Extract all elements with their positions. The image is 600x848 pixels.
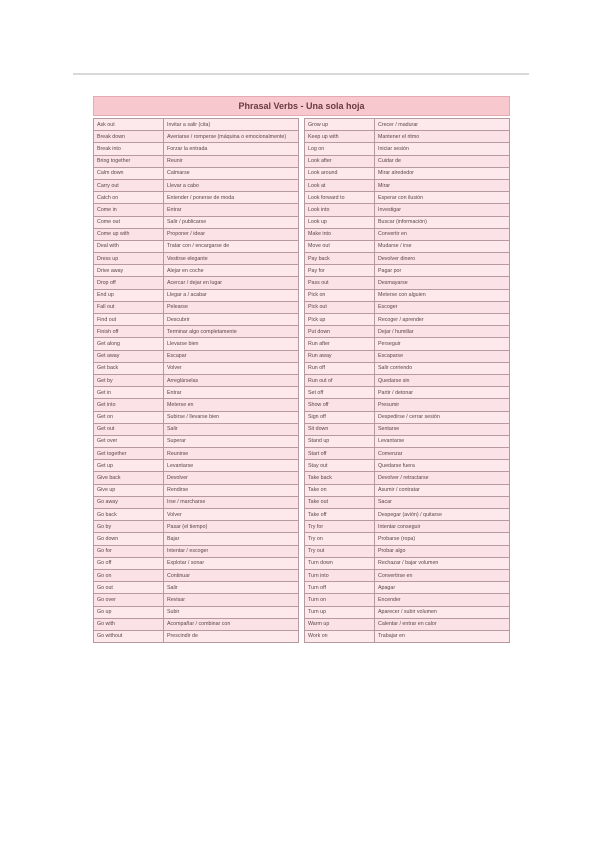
table-row [305,277,510,289]
meaning-cell: Aparecer / subir volumen [375,606,510,618]
meaning-cell: Sacar [375,496,510,508]
table-row [94,240,299,252]
meaning-cell: Vestirse elegante [164,253,299,265]
meaning-cell: Escoger [375,301,510,313]
table-row [94,253,299,265]
table-row [305,387,510,399]
verb-cell: Come in [94,204,164,216]
meaning-cell: Asumir / contratar [375,484,510,496]
table-row [305,399,510,411]
meaning-cell: Intentar / escoger [164,545,299,557]
meaning-cell: Mantener el ritmo [375,131,510,143]
top-divider [73,73,529,75]
verb-cell: Look at [305,179,375,191]
verb-cell: Go up [94,606,164,618]
meaning-cell: Escapar [164,350,299,362]
meaning-cell: Alejar en coche [164,265,299,277]
table-row [305,594,510,606]
meaning-cell: Irse / marcharse [164,496,299,508]
meaning-cell: Sentarse [375,423,510,435]
verb-cell: Keep up with [305,131,375,143]
meaning-cell: Llevarse bien [164,338,299,350]
verb-cell: Ask out [94,119,164,131]
meaning-cell: Apagar [375,582,510,594]
meaning-cell: Devolver [164,472,299,484]
table-row [94,557,299,569]
verb-cell: Turn on [305,594,375,606]
meaning-cell: Llegar a / acabar [164,289,299,301]
table-row [305,143,510,155]
table-row [305,314,510,326]
meaning-cell: Reunir [164,155,299,167]
meaning-cell: Mudarse / irse [375,240,510,252]
meaning-cell: Intentar conseguir [375,521,510,533]
table-row [94,460,299,472]
meaning-cell: Encender [375,594,510,606]
meaning-cell: Devolver dinero [375,253,510,265]
verb-cell: Stay out [305,460,375,472]
verb-cell: Look into [305,204,375,216]
verb-cell: Look up [305,216,375,228]
table-row [94,423,299,435]
verb-cell: Turn off [305,582,375,594]
verb-cell: Log on [305,143,375,155]
table-row [305,289,510,301]
table-row [305,119,510,131]
table-row [305,131,510,143]
verb-cell: Go for [94,545,164,557]
meaning-cell: Arreglárselas [164,374,299,386]
verb-cell: Move out [305,240,375,252]
meaning-cell: Despegar (avión) / quitarse [375,509,510,521]
meaning-cell: Calentar / entrar en calor [375,618,510,630]
verb-cell: Dress up [94,253,164,265]
table-row [94,545,299,557]
meaning-cell: Convertirse en [375,569,510,581]
table-row [94,606,299,618]
table-row [94,533,299,545]
meaning-cell: Acercar / dejar en lugar [164,277,299,289]
table-row [305,362,510,374]
meaning-cell: Recoger / aprender [375,314,510,326]
verb-cell: Work on [305,630,375,642]
table-row [305,265,510,277]
meaning-cell: Devolver / retractarse [375,472,510,484]
meaning-cell: Probar algo [375,545,510,557]
verb-cell: Drop off [94,277,164,289]
table-row [305,326,510,338]
left-verbs-table [93,118,299,643]
meaning-cell: Convertir en [375,228,510,240]
table-row [94,582,299,594]
meaning-cell: Meterse en [164,399,299,411]
verb-cell: Make into [305,228,375,240]
verb-cell: Get in [94,387,164,399]
verb-cell: Try on [305,533,375,545]
verb-cell: Go down [94,533,164,545]
verb-cell: Get over [94,435,164,447]
verb-cell: Go out [94,582,164,594]
table-row [94,350,299,362]
meaning-cell: Salir / publicarse [164,216,299,228]
table-row [305,167,510,179]
verb-cell: Set off [305,387,375,399]
meaning-cell: Llevar a cabo [164,179,299,191]
meaning-cell: Levantarse [164,460,299,472]
meaning-cell: Continuar [164,569,299,581]
table-row [94,496,299,508]
verb-cell: Run off [305,362,375,374]
verb-cell: Break into [94,143,164,155]
verb-cell: Find out [94,314,164,326]
phrasal-verbs-sheet [93,96,510,643]
meaning-cell: Buscar (información) [375,216,510,228]
table-row [305,350,510,362]
meaning-cell: Escaparse [375,350,510,362]
meaning-cell: Entender / ponerse de moda [164,192,299,204]
meaning-cell: Rechazar / bajar volumen [375,557,510,569]
right-verbs-table [304,118,510,643]
meaning-cell: Pagar por [375,265,510,277]
table-row [94,509,299,521]
verb-cell: Pick on [305,289,375,301]
verb-cell: Get by [94,374,164,386]
verb-cell: Run after [305,338,375,350]
meaning-cell: Probarse (ropa) [375,533,510,545]
verb-cell: Carry out [94,179,164,191]
verb-cell: Break down [94,131,164,143]
meaning-cell: Quedarse sin [375,374,510,386]
table-row [94,387,299,399]
verb-cell: Go back [94,509,164,521]
verb-cell: Get up [94,460,164,472]
verb-cell: Get on [94,411,164,423]
table-row [305,179,510,191]
table-row [94,362,299,374]
verb-cell: Grow up [305,119,375,131]
table-row [305,216,510,228]
verb-cell: Come up with [94,228,164,240]
verb-cell: Get together [94,448,164,460]
table-row [94,265,299,277]
verb-cell: Pay for [305,265,375,277]
meaning-cell: Desmayarse [375,277,510,289]
sheet-title: Phrasal Verbs - Una sola hoja [93,96,510,116]
verb-cell: Show off [305,399,375,411]
verb-cell: Turn into [305,569,375,581]
meaning-cell: Trabajar en [375,630,510,642]
table-row [94,301,299,313]
table-row [94,179,299,191]
table-row [94,448,299,460]
meaning-cell: Terminar algo completamente [164,326,299,338]
verb-cell: Try for [305,521,375,533]
meaning-cell: Subirse / llevarse bien [164,411,299,423]
meaning-cell: Despedirse / cerrar sesión [375,411,510,423]
verb-cell: Give up [94,484,164,496]
table-row [94,167,299,179]
table-row [305,240,510,252]
verb-cell: Go off [94,557,164,569]
table-row [305,606,510,618]
verb-cell: Go without [94,630,164,642]
meaning-cell: Crecer / madurar [375,119,510,131]
verb-cell: Bring together [94,155,164,167]
table-row [94,435,299,447]
meaning-cell: Levantarse [375,435,510,447]
table-row [94,411,299,423]
verb-cell: End up [94,289,164,301]
verb-cell: Fall out [94,301,164,313]
table-row [305,569,510,581]
verb-cell: Give back [94,472,164,484]
table-row [94,131,299,143]
meaning-cell: Bajar [164,533,299,545]
table-row [305,557,510,569]
meaning-cell: Tratar con / encargarse de [164,240,299,252]
verb-cell: Go away [94,496,164,508]
verb-cell: Warm up [305,618,375,630]
verb-cell: Stand up [305,435,375,447]
verb-cell: Look around [305,167,375,179]
table-row [305,545,510,557]
meaning-cell: Salir corriendo [375,362,510,374]
verb-cell: Take off [305,509,375,521]
verb-cell: Get away [94,350,164,362]
verb-cell: Go by [94,521,164,533]
verb-cell: Try out [305,545,375,557]
verb-cell: Deal with [94,240,164,252]
meaning-cell: Rendirse [164,484,299,496]
meaning-cell: Salir [164,582,299,594]
verb-cell: Get back [94,362,164,374]
meaning-cell: Reunirse [164,448,299,460]
table-row [94,216,299,228]
table-row [94,314,299,326]
table-row [94,192,299,204]
table-row [94,228,299,240]
meaning-cell: Investigar [375,204,510,216]
verb-cell: Get into [94,399,164,411]
table-row [94,119,299,131]
table-row [305,496,510,508]
verb-cell: Put down [305,326,375,338]
meaning-cell: Averiarse / romperse (máquina o emocionalmente) [164,131,299,143]
table-row [305,338,510,350]
table-row [305,618,510,630]
table-row [94,594,299,606]
meaning-cell: Perseguir [375,338,510,350]
table-row [94,472,299,484]
verb-cell: Drive away [94,265,164,277]
table-row [305,301,510,313]
meaning-cell: Presumir [375,399,510,411]
table-row [305,484,510,496]
verb-cell: Go with [94,618,164,630]
meaning-cell: Entrar [164,204,299,216]
verb-cell: Turn down [305,557,375,569]
meaning-cell: Pelearse [164,301,299,313]
table-row [305,472,510,484]
meaning-cell: Mirar [375,179,510,191]
meaning-cell: Pasar (el tiempo) [164,521,299,533]
table-row [305,630,510,642]
table-row [94,289,299,301]
table-row [94,374,299,386]
verb-cell: Sign off [305,411,375,423]
table-row [94,338,299,350]
meaning-cell: Revisar [164,594,299,606]
verb-cell: Pass out [305,277,375,289]
meaning-cell: Comenzar [375,448,510,460]
table-row [94,277,299,289]
verb-cell: Look forward to [305,192,375,204]
meaning-cell: Iniciar sesión [375,143,510,155]
table-row [94,155,299,167]
meaning-cell: Meterse con alguien [375,289,510,301]
verb-cell: Run out of [305,374,375,386]
verb-cell: Sit down [305,423,375,435]
meaning-cell: Acompañar / combinar con [164,618,299,630]
verb-cell: Come out [94,216,164,228]
table-row [305,192,510,204]
table-row [94,326,299,338]
meaning-cell: Prescindir de [164,630,299,642]
table-row [94,484,299,496]
meaning-cell: Invitar a salir (cita) [164,119,299,131]
meaning-cell: Explotar / sonar [164,557,299,569]
verb-cell: Get out [94,423,164,435]
table-row [305,155,510,167]
verb-cell: Pick up [305,314,375,326]
table-row [305,533,510,545]
table-row [305,435,510,447]
verb-cell: Pick out [305,301,375,313]
table-row [305,253,510,265]
table-row [305,509,510,521]
meaning-cell: Mirar alrededor [375,167,510,179]
verb-cell: Run away [305,350,375,362]
table-row [305,374,510,386]
table-row [94,630,299,642]
table-row [305,411,510,423]
table-row [94,399,299,411]
meaning-cell: Salir [164,423,299,435]
meaning-cell: Volver [164,509,299,521]
table-row [94,521,299,533]
table-row [305,228,510,240]
verb-cell: Calm down [94,167,164,179]
meaning-cell: Descubrir [164,314,299,326]
table-row [94,569,299,581]
verb-cell: Take back [305,472,375,484]
verb-cell: Get along [94,338,164,350]
verb-cell: Take on [305,484,375,496]
table-row [94,204,299,216]
verb-cell: Start off [305,448,375,460]
meaning-cell: Partir / detonar [375,387,510,399]
meaning-cell: Dejar / humillar [375,326,510,338]
table-row [305,448,510,460]
meaning-cell: Quedarse fuera [375,460,510,472]
table-row [305,423,510,435]
verb-cell: Pay back [305,253,375,265]
meaning-cell: Subir [164,606,299,618]
meaning-cell: Forzar la entrada [164,143,299,155]
meaning-cell: Entrar [164,387,299,399]
verb-cell: Go over [94,594,164,606]
verb-cell: Look after [305,155,375,167]
verb-cell: Take out [305,496,375,508]
meaning-cell: Proponer / idear [164,228,299,240]
table-row [94,143,299,155]
meaning-cell: Calmarse [164,167,299,179]
verb-cell: Finish off [94,326,164,338]
meaning-cell: Superar [164,435,299,447]
table-row [305,582,510,594]
meaning-cell: Volver [164,362,299,374]
table-row [305,460,510,472]
meaning-cell: Cuidar de [375,155,510,167]
table-row [94,618,299,630]
table-row [305,204,510,216]
meaning-cell: Esperar con ilusión [375,192,510,204]
verb-cell: Catch on [94,192,164,204]
verb-cell: Turn up [305,606,375,618]
verb-cell: Go on [94,569,164,581]
table-row [305,521,510,533]
